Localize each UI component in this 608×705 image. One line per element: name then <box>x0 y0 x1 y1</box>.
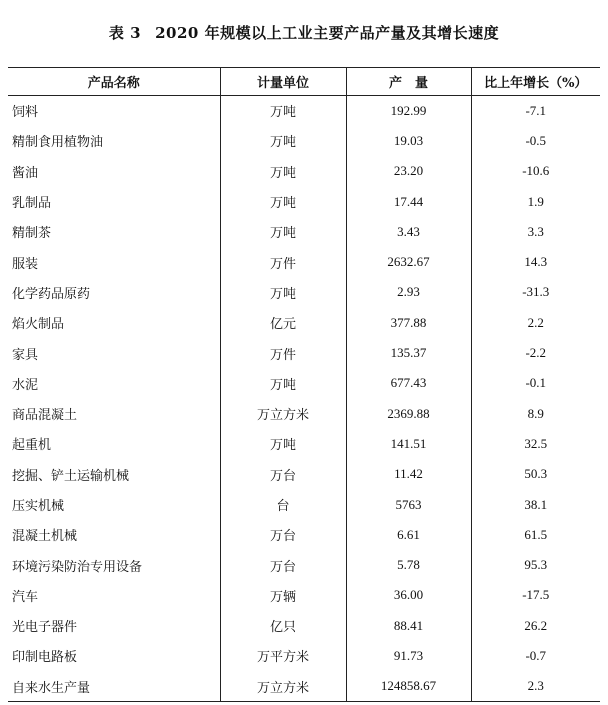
output-cell: 17.44 <box>346 186 471 216</box>
growth-cell: -31.3 <box>471 277 600 307</box>
product-name-cell: 饲料 <box>12 105 39 121</box>
output-cell: 3.43 <box>346 217 471 247</box>
output-cell: 11.42 <box>346 459 471 489</box>
production-table <box>8 67 600 702</box>
growth-cell: -0.7 <box>471 641 600 671</box>
unit-cell: 万台 <box>220 520 346 550</box>
unit-cell: 台 <box>220 489 346 519</box>
growth-cell: 1.9 <box>471 186 600 216</box>
growth-cell: 32.5 <box>471 429 600 459</box>
table-row <box>8 308 600 338</box>
table-number: 表 3 <box>108 24 142 42</box>
product-name-cell: 乳制品 <box>12 196 52 212</box>
unit-cell: 万件 <box>220 247 346 277</box>
product-name-cell: 商品混凝土 <box>12 408 78 424</box>
table-title-text: 2020 年规模以上工业主要产品产量及其增长速度 <box>155 24 500 42</box>
growth-cell: 26.2 <box>471 611 600 641</box>
output-cell: 124858.67 <box>346 671 471 701</box>
growth-cell: -10.6 <box>471 156 600 186</box>
unit-cell: 万台 <box>220 459 346 489</box>
table-title <box>0 22 608 43</box>
table-row <box>8 247 600 277</box>
output-cell: 5.78 <box>346 550 471 580</box>
table-row <box>8 277 600 307</box>
table-body <box>8 96 600 702</box>
unit-cell: 万立方米 <box>220 671 346 701</box>
growth-cell: -7.1 <box>471 96 600 126</box>
growth-cell: 38.1 <box>471 489 600 519</box>
output-cell: 2.93 <box>346 277 471 307</box>
table-row <box>8 398 600 428</box>
table-row <box>8 217 600 247</box>
output-cell: 23.20 <box>346 156 471 186</box>
table-row <box>8 580 600 610</box>
product-name-cell: 焰火制品 <box>12 317 65 333</box>
product-name-cell: 印制电路板 <box>12 650 78 666</box>
output-cell: 5763 <box>346 489 471 519</box>
header-unit: 计量单位 <box>220 68 346 96</box>
table-row <box>8 550 600 580</box>
header-product-name: 产品名称 <box>8 68 220 96</box>
output-cell: 677.43 <box>346 368 471 398</box>
output-cell: 135.37 <box>346 338 471 368</box>
product-name-cell: 服装 <box>12 256 39 272</box>
product-name-cell: 家具 <box>12 347 39 363</box>
unit-cell: 万辆 <box>220 580 346 610</box>
growth-cell: 14.3 <box>471 247 600 277</box>
growth-cell: -0.1 <box>471 368 600 398</box>
growth-cell: -17.5 <box>471 580 600 610</box>
product-name-cell: 挖掘、铲土运输机械 <box>12 468 130 484</box>
unit-cell: 万吨 <box>220 156 346 186</box>
product-name-cell: 汽车 <box>12 589 39 605</box>
output-cell: 192.99 <box>346 96 471 126</box>
unit-cell: 万平方米 <box>220 641 346 671</box>
growth-cell: 61.5 <box>471 520 600 550</box>
table-row <box>8 641 600 671</box>
unit-cell: 万立方米 <box>220 398 346 428</box>
table-row <box>8 459 600 489</box>
header-growth: 比上年增长（%） <box>471 68 600 96</box>
unit-cell: 万件 <box>220 338 346 368</box>
unit-cell: 万吨 <box>220 126 346 156</box>
growth-cell: 50.3 <box>471 459 600 489</box>
output-cell: 2369.88 <box>346 398 471 428</box>
output-cell: 2632.67 <box>346 247 471 277</box>
table-row <box>8 520 600 550</box>
table-row <box>8 429 600 459</box>
table-row <box>8 126 600 156</box>
output-cell: 36.00 <box>346 580 471 610</box>
table-row <box>8 368 600 398</box>
product-name-cell: 自来水生产量 <box>8 671 220 701</box>
header-output: 产 量 <box>346 68 471 96</box>
product-name-cell: 光电子器件 <box>12 620 78 636</box>
unit-cell: 万台 <box>220 550 346 580</box>
table-row <box>8 671 600 701</box>
table-row <box>8 338 600 368</box>
product-name-cell: 压实机械 <box>12 499 65 514</box>
unit-cell: 万吨 <box>220 217 346 247</box>
output-cell: 19.03 <box>346 126 471 156</box>
unit-cell: 万吨 <box>220 429 346 459</box>
product-name-cell: 水泥 <box>12 377 39 393</box>
table-row <box>8 611 600 641</box>
product-name-cell: 精制茶 <box>12 226 52 242</box>
growth-cell: 95.3 <box>471 550 600 580</box>
table-row <box>8 186 600 216</box>
product-name-cell: 混凝土机械 <box>12 529 78 545</box>
table-row <box>8 156 600 186</box>
output-cell: 88.41 <box>346 611 471 641</box>
output-cell: 141.51 <box>346 429 471 459</box>
growth-cell: 2.3 <box>471 671 600 701</box>
output-cell: 91.73 <box>346 641 471 671</box>
product-name-cell: 精制食用植物油 <box>12 135 104 151</box>
unit-cell: 万吨 <box>220 368 346 398</box>
growth-cell: 2.2 <box>471 308 600 338</box>
product-name-cell: 化学药品原药 <box>12 286 91 302</box>
product-name-cell: 酱油 <box>12 165 39 181</box>
product-name-cell: 环境污染防治专用设备 <box>12 559 143 575</box>
growth-cell: 3.3 <box>471 217 600 247</box>
growth-cell: -0.5 <box>471 126 600 156</box>
growth-cell: -2.2 <box>471 338 600 368</box>
unit-cell: 万吨 <box>220 96 346 126</box>
header-row <box>8 68 600 96</box>
unit-cell: 亿元 <box>220 308 346 338</box>
unit-cell: 万吨 <box>220 277 346 307</box>
output-cell: 377.88 <box>346 308 471 338</box>
product-name-cell: 起重机 <box>12 438 52 454</box>
unit-cell: 万吨 <box>220 186 346 216</box>
growth-cell: 8.9 <box>471 398 600 428</box>
output-cell: 6.61 <box>346 520 471 550</box>
table-row <box>8 96 600 126</box>
unit-cell: 亿只 <box>220 611 346 641</box>
table-row <box>8 489 600 519</box>
